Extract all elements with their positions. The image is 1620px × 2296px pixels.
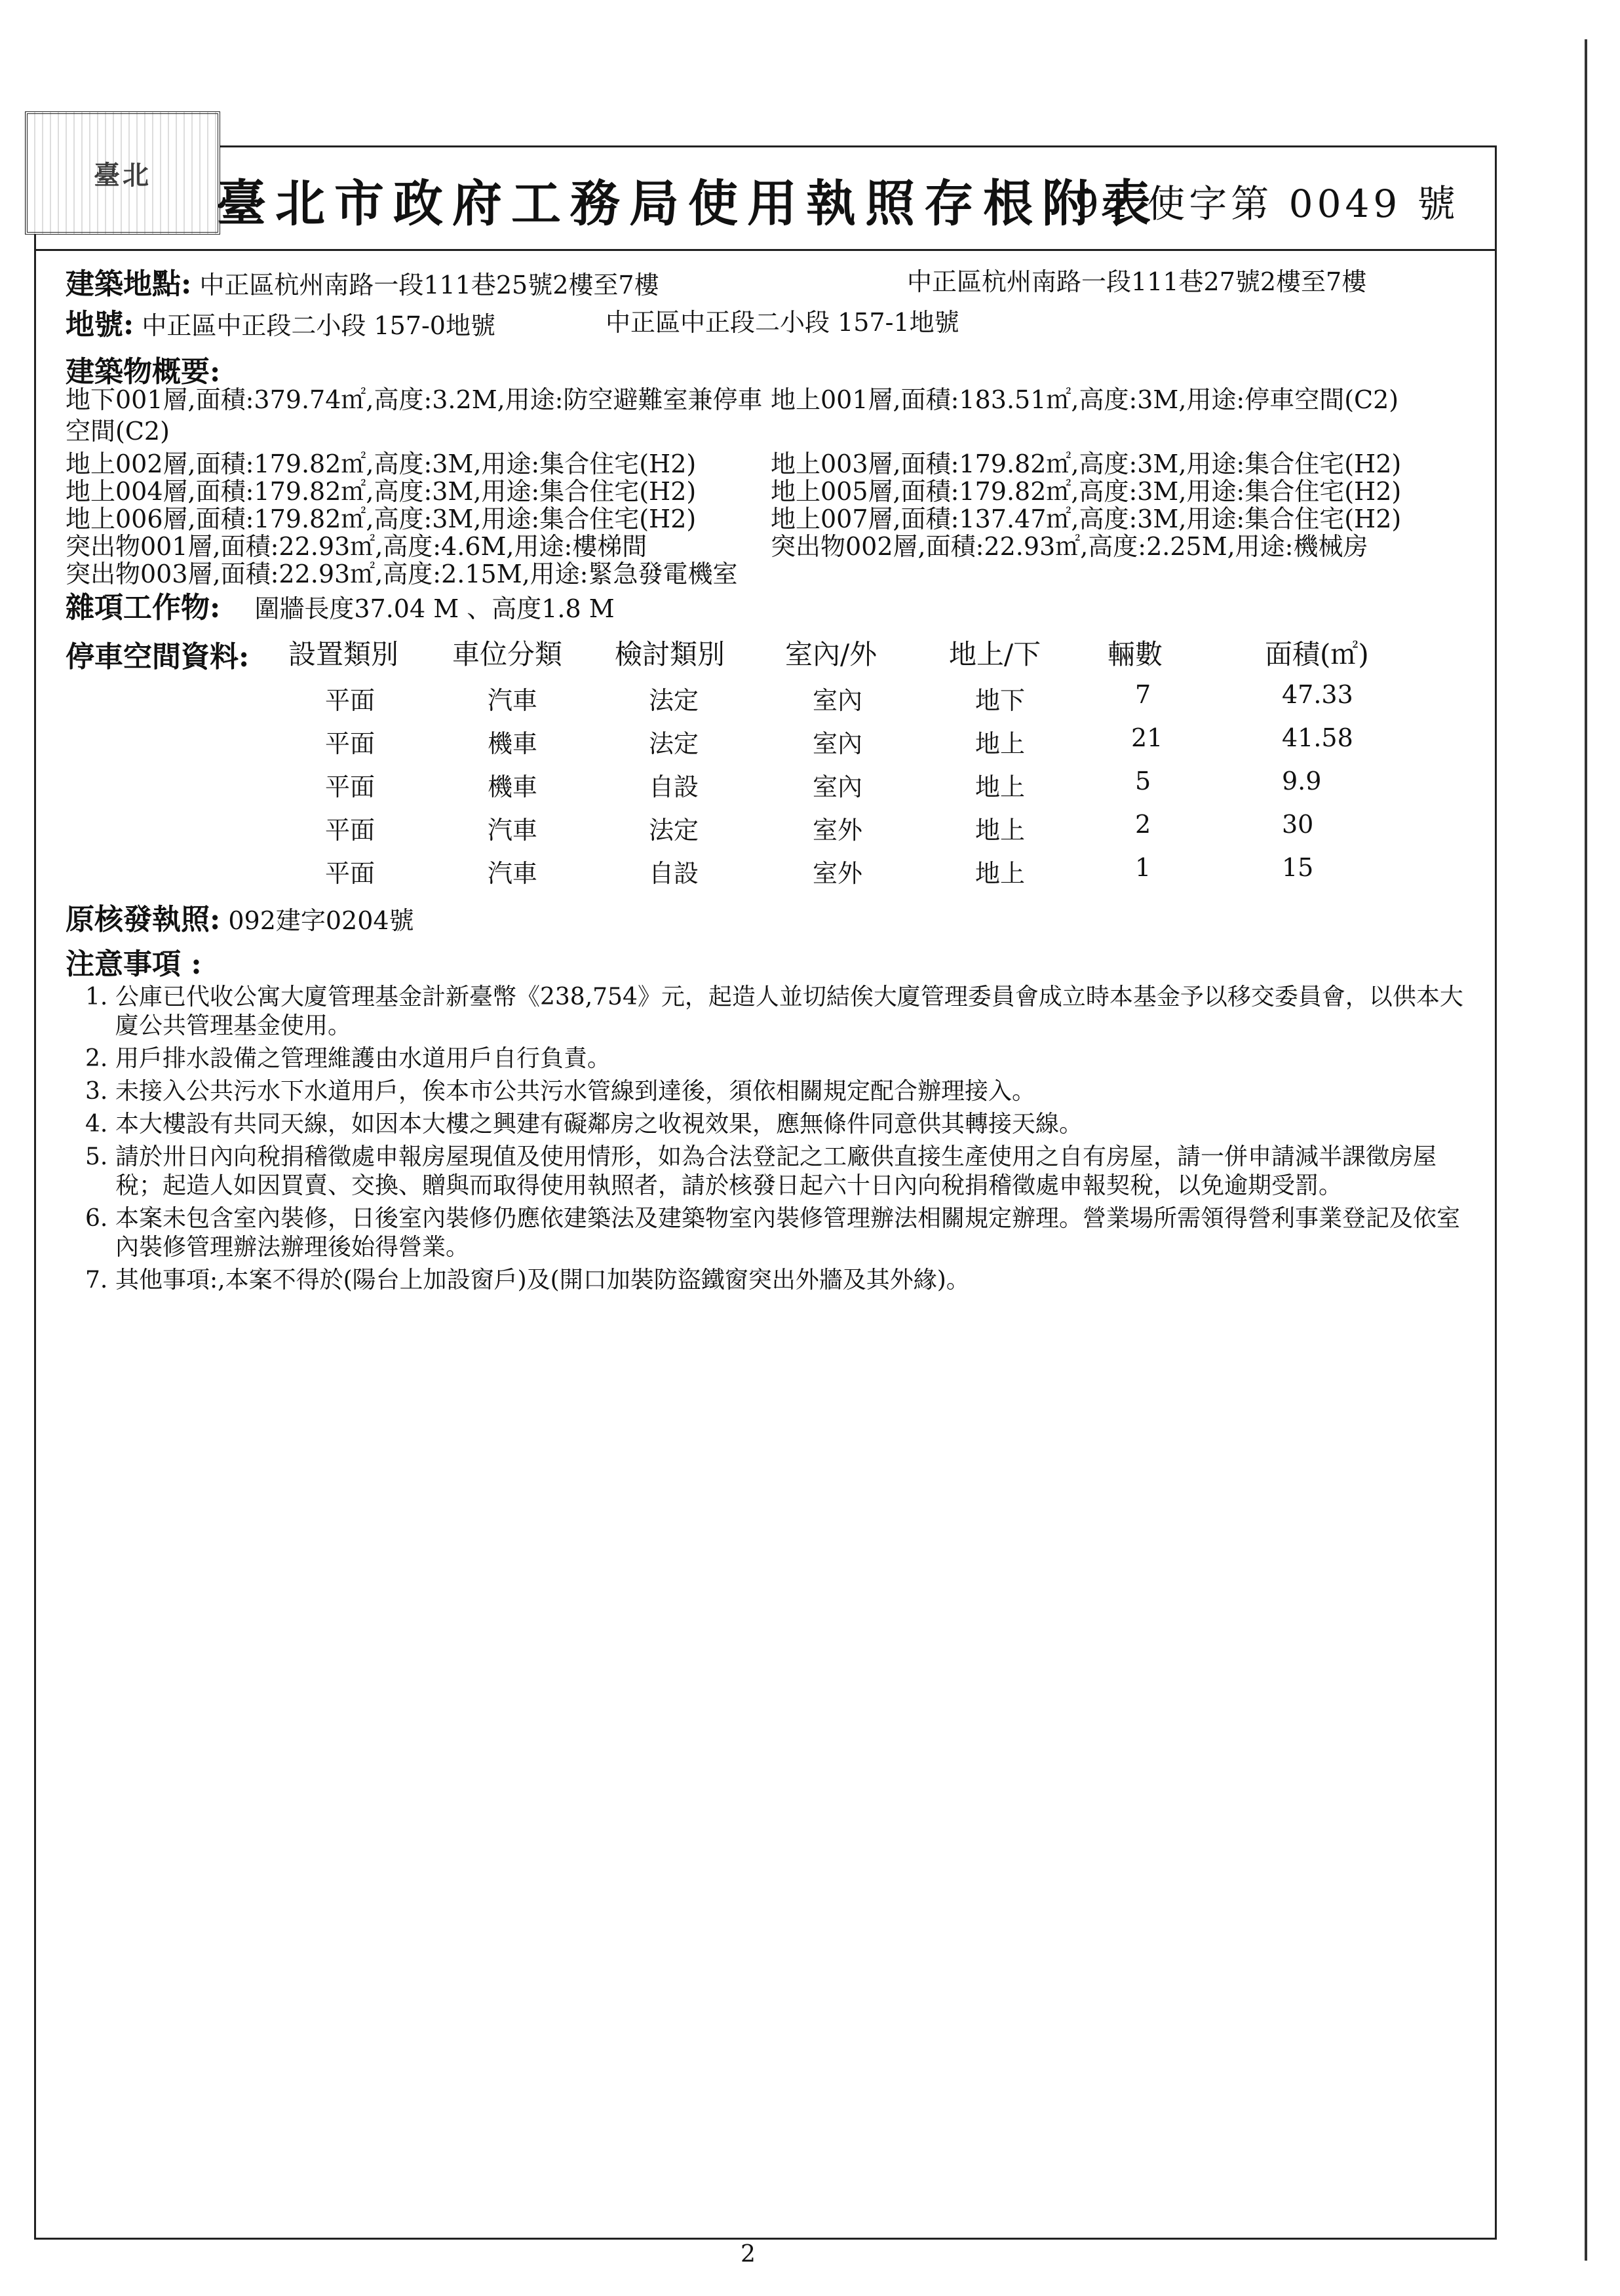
note-text: 本大樓設有共同天線，如因本大樓之興建有礙鄰房之收視效果，應無條件同意供其轉接天線。: [115, 1111, 1083, 1138]
page-number: 2: [741, 2241, 756, 2268]
column-header: 室內/外: [785, 638, 878, 670]
note-number: 6.: [85, 1205, 108, 1232]
table-cell: 平面: [325, 816, 376, 845]
overview-row: 地上006層,面積:179.82㎡,高度:3M,用途:集合住宅(H2): [66, 505, 697, 533]
overview-row: 地上007層,面積:137.47㎡,高度:3M,用途:集合住宅(H2): [771, 505, 1402, 533]
table-cell: 室內: [813, 773, 863, 801]
misc-structure-row: [66, 592, 615, 624]
note-number: 3.: [85, 1078, 108, 1105]
note-item: [85, 1110, 1475, 1139]
table-cell: 9.9: [1282, 767, 1322, 795]
table-cell: 5: [1135, 767, 1151, 795]
lot-row: [66, 309, 495, 341]
note-text: 請於卅日內向稅捐稽徵處申報房屋現值及使用情形，如為合法登記之工廠供直接生產使用之自有房屋，請一併申請減半課徵房屋稅；起造人如因買賣、交換、贈與而取得使用執照者，請於核發日起六十日內向稅捐稽徵處申報契稅，以免逾期受罰。: [115, 1143, 1437, 1199]
table-cell: 地上: [975, 859, 1026, 888]
overview-row: 地上002層,面積:179.82㎡,高度:3M,用途:集合住宅(H2): [66, 450, 697, 478]
official-seal-stamp: [25, 111, 220, 235]
overview-row: 地上005層,面積:179.82㎡,高度:3M,用途:集合住宅(H2): [771, 477, 1402, 506]
original-permit-label: 原核發執照:: [66, 903, 221, 936]
lot-2: 中正區中正段二小段 157-1地號: [606, 308, 959, 337]
overview-row: 突出物002層,面積:22.93㎡,高度:2.25M,用途:機械房: [771, 532, 1368, 561]
table-cell: 平面: [325, 729, 376, 758]
note-number: 5.: [85, 1143, 108, 1170]
table-cell: 法定: [649, 729, 699, 758]
note-item: [85, 1077, 1475, 1106]
note-number: 7.: [85, 1267, 108, 1293]
table-cell: 地上: [975, 729, 1026, 758]
address-2: 中正區杭州南路一段111巷27號2樓至7樓: [907, 267, 1367, 296]
note-text: 其他事項:,本案不得於(陽台上加設窗戶)及(開口加裝防盜鐵窗突出外牆及其外緣)。: [115, 1267, 970, 1293]
table-cell: 地上: [975, 773, 1026, 801]
address-1: 中正區杭州南路一段111巷25號2樓至7樓: [199, 271, 659, 299]
lot-1: 中正區中正段二小段 157-0地號: [142, 311, 495, 340]
parking-label: 停車空間資料:: [66, 640, 250, 674]
column-header: 檢討類別: [615, 638, 725, 670]
table-cell: 汽車: [488, 859, 538, 888]
overview-row: 地下001層,面積:379.74㎡,高度:3.2M,用途:防空避難室兼停車: [66, 385, 763, 414]
misc-value: 圍牆長度37.04 M 、高度1.8 M: [254, 594, 615, 623]
overview-row: 地上004層,面積:179.82㎡,高度:3M,用途:集合住宅(H2): [66, 477, 697, 506]
overview-row: 突出物003層,面積:22.93㎡,高度:2.15M,用途:緊急發電機室: [66, 560, 738, 588]
note-item: [85, 1143, 1475, 1200]
overview-row: 地上003層,面積:179.82㎡,高度:3M,用途:集合住宅(H2): [771, 450, 1402, 478]
original-permit-row: [66, 904, 414, 936]
building-overview-label: 建築物概要:: [66, 355, 221, 389]
table-cell: 室外: [813, 816, 863, 845]
note-text: 未接入公共污水下水道用戶，俟本市公共污水管線到達後，須依相關規定配合辦理接入。: [115, 1078, 1036, 1105]
note-number: 1.: [85, 984, 108, 1010]
overview-row: 地上001層,面積:183.51㎡,高度:3M,用途:停車空間(C2): [771, 385, 1399, 414]
column-header: 面積(㎡): [1265, 638, 1369, 670]
table-cell: 平面: [325, 859, 376, 888]
table-cell: 30: [1282, 810, 1314, 839]
column-header: 地上/下: [949, 638, 1041, 670]
table-cell: 汽車: [488, 816, 538, 845]
table-cell: 47.33: [1282, 680, 1353, 709]
note-number: 2.: [85, 1045, 108, 1072]
note-item: [85, 1044, 1475, 1073]
table-cell: 法定: [649, 686, 699, 715]
address-row: [66, 269, 659, 300]
table-cell: 自設: [649, 773, 699, 801]
note-text: 公庫已代收公寓大廈管理基金計新臺幣《238,754》元，起造人並切結俟大廈管理委員會成立時本基金予以移交委員會，以供本大廈公共管理基金使用。: [115, 984, 1463, 1039]
table-cell: 平面: [325, 773, 376, 801]
original-permit-value: 092建字0204號: [228, 906, 414, 935]
overview-row: 突出物001層,面積:22.93㎡,高度:4.6M,用途:樓梯間: [66, 532, 647, 561]
note-text: 本案未包含室內裝修，日後室內裝修仍應依建築法及建築物室內裝修管理辦法相關規定辦理。營業場所需領得營利事業登記及依室內裝修管理辦法辦理後始得營業。: [115, 1205, 1461, 1261]
note-text: 用戶排水設備之管理維護由水道用戶自行負責。: [115, 1045, 611, 1072]
table-cell: 機車: [488, 773, 538, 801]
note-item: [85, 983, 1475, 1041]
table-cell: 室外: [813, 859, 863, 888]
table-cell: 地上: [975, 816, 1026, 845]
misc-label: 雜項工作物:: [66, 591, 221, 624]
table-cell: 平面: [325, 686, 376, 715]
table-cell: 41.58: [1282, 723, 1353, 752]
notes-heading: 注意事項 :: [66, 947, 202, 981]
header-divider: [34, 249, 1497, 251]
stamp-text: 臺北: [94, 159, 151, 191]
table-cell: 地下: [975, 686, 1026, 715]
notes-list: [85, 983, 1475, 1299]
column-header: 車位分類: [452, 638, 563, 670]
note-item: [85, 1266, 1475, 1295]
column-header: 設置類別: [288, 638, 399, 670]
table-cell: 自設: [649, 859, 699, 888]
permit-number: 94 使字第 0049 號: [1075, 182, 1459, 226]
table-cell: 室內: [813, 686, 863, 715]
column-header: 輛數: [1108, 638, 1163, 670]
note-number: 4.: [85, 1111, 108, 1138]
note-item: [85, 1204, 1475, 1262]
table-cell: 機車: [488, 729, 538, 758]
table-cell: 21: [1131, 723, 1163, 752]
table-cell: 7: [1135, 680, 1151, 709]
table-cell: 2: [1135, 810, 1151, 839]
lot-label: 地號:: [66, 308, 134, 341]
table-cell: 室內: [813, 729, 863, 758]
page-edge-line: [1585, 39, 1587, 2261]
table-cell: 法定: [649, 816, 699, 845]
overview-row: 空間(C2): [66, 417, 170, 446]
document-title: 臺北市政府工務局使用執照存根附表: [216, 174, 1160, 233]
table-cell: 汽車: [488, 686, 538, 715]
table-cell: 15: [1282, 853, 1314, 882]
address-label: 建築地點:: [66, 267, 192, 301]
table-cell: 1: [1135, 853, 1151, 882]
